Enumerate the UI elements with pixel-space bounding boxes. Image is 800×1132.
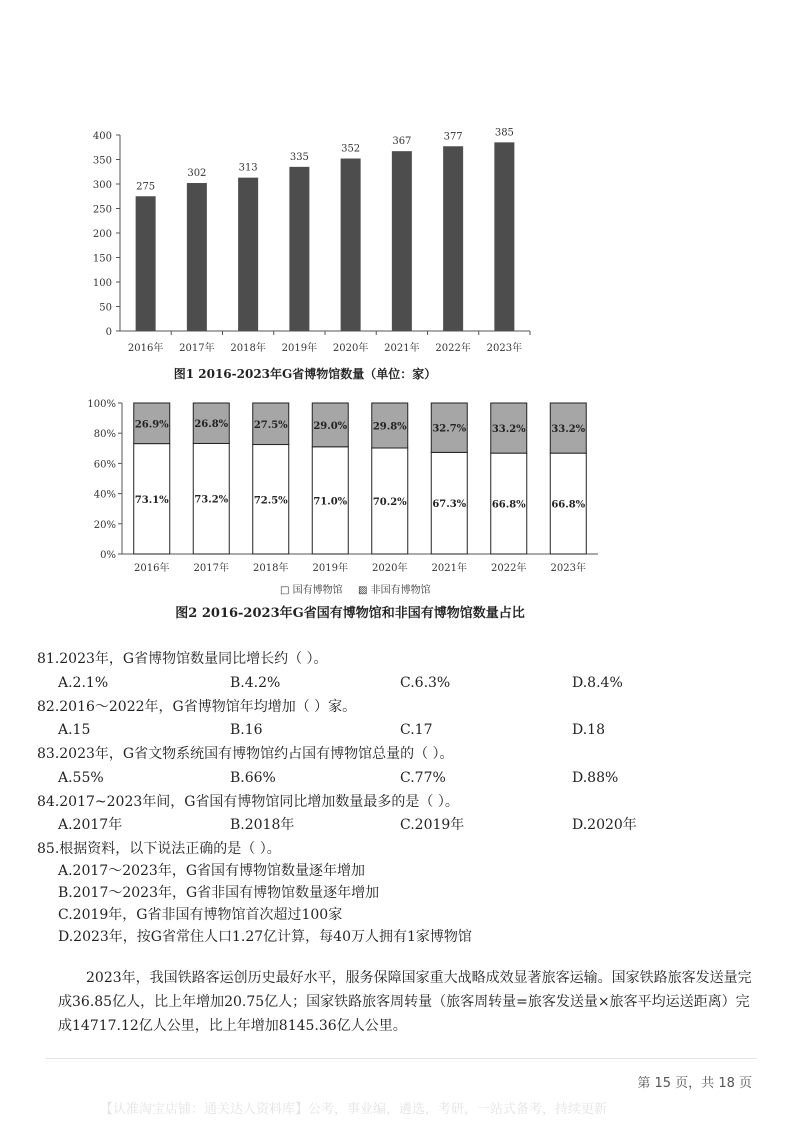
legend-state-owned: □ 国有博物馆 [280, 585, 343, 596]
data-label: 313 [238, 162, 258, 174]
question-stem: 83.2023年，G省文物系统国有博物馆约占国有博物馆总量的（ ）。 [37, 746, 454, 762]
data-label: 275 [136, 181, 156, 193]
data-label-state-owned: 67.3% [432, 499, 467, 511]
option-b[interactable]: B.2018年 [230, 817, 295, 833]
y-tick-label: 400 [92, 131, 112, 142]
option-c[interactable]: C.6.3% [400, 675, 451, 691]
option-d[interactable]: D.2023年，按G省常住人口1.27亿计算，每40万人拥有1家博物馆 [58, 929, 472, 945]
option-d[interactable]: D.2020年 [572, 817, 637, 833]
data-label-non-state: 26.9% [134, 419, 169, 431]
chart-title: 图2 2016-2023年G省国有博物馆和非国有博物馆数量占比 [175, 606, 525, 621]
x-tick-label: 2022年 [491, 563, 527, 574]
option-a[interactable]: A.2.1% [58, 675, 109, 691]
data-label-non-state: 26.8% [194, 419, 229, 431]
railway-material-paragraph: 2023年，我国铁路客运创历史最好水平，服务保障国家重大战略成效显著旅客运输。国家铁路旅客发送量完成36.85亿人，比上年增加20.75亿人；国家铁路旅客周转量（旅客周转量=旅客发送量×旅客平均运送距离）完成14717.12亿人公里，比上年增加8145.36亿人公里。 [58, 970, 752, 1034]
x-tick-label: 2016年 [134, 563, 170, 574]
x-tick-label: 2017年 [179, 343, 215, 354]
data-label-state-owned: 66.8% [491, 499, 526, 511]
option-a[interactable]: A.2017年 [58, 817, 123, 833]
data-label: 335 [289, 151, 309, 163]
x-tick-label: 2017年 [193, 563, 229, 574]
data-label: 377 [443, 131, 463, 143]
data-label-non-state: 29.8% [372, 421, 407, 433]
data-label: 385 [494, 127, 514, 139]
option-b[interactable]: B.16 [230, 722, 263, 738]
y-tick-label: 60% [93, 459, 116, 471]
y-tick-label: 0% [100, 550, 116, 561]
y-tick-label: 0 [105, 327, 112, 338]
data-label-non-state: 33.2% [491, 424, 526, 436]
y-tick-label: 250 [92, 204, 112, 216]
question-85-options [0, 862, 800, 952]
data-label: 302 [187, 168, 207, 180]
x-tick-label: 2023年 [550, 563, 586, 574]
bar-2020年 [341, 159, 361, 331]
data-label-non-state: 33.2% [551, 424, 586, 436]
option-d[interactable]: D.18 [572, 722, 605, 738]
question-stem: 82.2016～2022年，G省博物馆年均增加（ ）家。 [37, 699, 357, 715]
page-number: 第 15 页，共 18 页 [637, 1076, 752, 1091]
chart-title: 图1 2016-2023年G省博物馆数量（单位：家） [173, 367, 437, 381]
option-b[interactable]: B.4.2% [230, 675, 281, 691]
x-tick-label: 2018年 [253, 563, 289, 574]
watermark-text: 【认准淘宝店铺：通关达人资料库】公考，事业编，遴选，考研，一站式备考，持续更新 [100, 1102, 608, 1117]
option-d[interactable]: D.88% [572, 770, 619, 786]
y-tick-label: 50 [99, 302, 112, 314]
data-label-state-owned: 71.0% [313, 496, 348, 508]
x-tick-label: 2019年 [281, 343, 318, 354]
data-label: 352 [341, 143, 361, 155]
bar-2023年 [494, 142, 514, 331]
x-tick-label: 2021年 [384, 343, 420, 354]
question-stem: 84.2017~2023年间，G省国有博物馆同比增加数量最多的是（ ）。 [37, 794, 459, 810]
x-tick-label: 2016年 [127, 343, 164, 354]
x-tick-label: 2022年 [435, 343, 471, 354]
option-d[interactable]: D.8.4% [572, 675, 623, 691]
question-stem: 85.根据资料，以下说法正确的是（ ）。 [37, 841, 281, 857]
data-label: 367 [392, 136, 412, 148]
bar-2017年 [187, 183, 207, 331]
y-tick-label: 350 [92, 155, 112, 167]
x-tick-label: 2018年 [230, 343, 266, 354]
y-tick-label: 100% [87, 399, 116, 410]
y-tick-label: 200 [92, 229, 112, 240]
x-tick-label: 2021年 [431, 563, 467, 574]
data-label-state-owned: 70.2% [372, 496, 407, 508]
option-c[interactable]: C.17 [400, 722, 433, 738]
option-a[interactable]: A.55% [58, 770, 104, 786]
bar-2018年 [238, 178, 258, 331]
x-tick-label: 2020年 [372, 563, 408, 574]
data-label-state-owned: 72.5% [253, 495, 288, 507]
data-label-state-owned: 73.2% [194, 494, 229, 506]
museum-share-stacked-chart [80, 393, 600, 623]
option-b[interactable]: B.2017～2023年，G省非国有博物馆数量逐年增加 [58, 885, 380, 901]
museum-count-bar-chart [80, 120, 540, 390]
option-c[interactable]: C.77% [400, 770, 446, 786]
data-label-state-owned: 73.1% [134, 494, 169, 506]
y-tick-label: 300 [92, 180, 112, 191]
bar-2022年 [443, 146, 463, 331]
data-label-non-state: 27.5% [253, 419, 288, 431]
option-c[interactable]: C.2019年，G省非国有博物馆首次超过100家 [58, 907, 343, 923]
x-tick-label: 2020年 [332, 343, 369, 354]
bar-2021年 [392, 151, 412, 331]
x-tick-label: 2023年 [486, 343, 523, 354]
y-tick-label: 150 [92, 253, 112, 265]
data-label-state-owned: 66.8% [551, 499, 586, 511]
bar-2019年 [289, 167, 309, 331]
footer-divider [45, 1058, 757, 1059]
y-tick-label: 40% [93, 489, 116, 501]
bar-2016年 [136, 196, 156, 331]
y-tick-label: 80% [93, 429, 116, 441]
option-c[interactable]: C.2019年 [400, 817, 465, 833]
y-tick-label: 20% [93, 519, 116, 531]
y-tick-label: 100 [92, 278, 112, 289]
data-label-non-state: 29.0% [313, 420, 348, 432]
question-stem: 81.2023年，G省博物馆数量同比增长约（ ）。 [37, 651, 328, 667]
option-a[interactable]: A.15 [58, 722, 91, 738]
legend-non-state: ▨ 非国有博物馆 [358, 585, 431, 596]
data-label-non-state: 32.7% [432, 423, 467, 435]
option-b[interactable]: B.66% [230, 770, 276, 786]
x-tick-label: 2019年 [312, 563, 348, 574]
option-a[interactable]: A.2017～2023年，G省国有博物馆数量逐年增加 [58, 863, 366, 879]
